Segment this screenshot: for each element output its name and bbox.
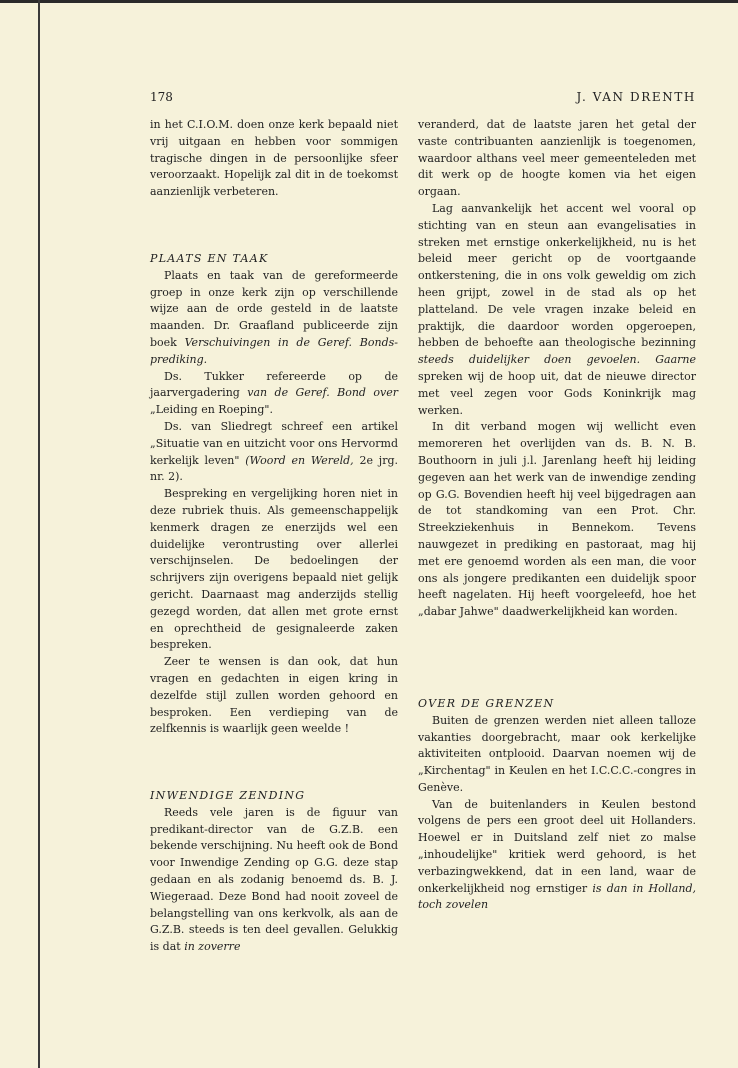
left-column bbox=[150, 117, 398, 956]
paragraph: Van de buitenlanders in Keulen bestond volgens de pers een groot deel uit Hollanders. Hoewel er in Duitsland zelf niet zo malse „inhoudelijke" kritiek werd gehoord, is het verbazingwekkend, dat in een land, waar de onkerkelijkheid nog ernstiger is dan in Holland, toch zovelen bbox=[418, 797, 696, 912]
page-header bbox=[150, 90, 696, 108]
paragraph: Zeer te wensen is dan ook, dat hun vragen en gedachten in eigen kring in dezelfde stijl zullen worden gehoord en besproken. Een verdieping van de zelfkennis is waarlijk geen weelde ! bbox=[150, 655, 398, 736]
paragraph: Ds. van Sliedregt schreef een artikel „Situatie van en uitzicht voor ons Hervormd kerkelijk leven" (Woord en Wereld, 2e jrg. nr. 2). bbox=[150, 419, 398, 484]
page-number: 178 bbox=[150, 90, 173, 104]
section-heading-inwendige-zending: INWENDIGE ZENDING bbox=[150, 789, 306, 803]
scan-edge-top bbox=[0, 0, 738, 3]
paragraph: Reeds vele jaren is de figuur van predikant-director van de G.Z.B. een bekende verschijning. Nu heeft ook de Bond voor Inwendige Zending op G.G. deze stap gedaan en als zodanig benoemd ds. B. J. Wiegeraad. Deze Bond had nooit zoveel de belangstelling van ons kerkvolk, als aan de G.Z.B. steeds is ten deel gevallen. Gelukkig is dat in zoverre bbox=[150, 805, 398, 954]
paragraph: veranderd, dat de laatste jaren het getal der vaste contribuanten aanzienlijk is toegenomen, waardoor althans veel meer gemeenteleden met dit werk op de hoogte komen via het eigen orgaan. bbox=[418, 118, 696, 199]
running-head: J. VAN DRENTH bbox=[576, 90, 696, 104]
right-column bbox=[418, 117, 696, 914]
section-heading-over-de-grenzen: OVER DE GRENZEN bbox=[418, 696, 555, 710]
paragraph: In dit verband mogen wij wellicht even memoreren het overlijden van ds. B. N. B. Bouthoorn in juli j.l. Jarenlang heeft hij leiding gegeven aan het werk van de inwendige zending op G.G. Bovendien heeft hij veel bijgedragen aan de tot standkoming van een Prot. Chr. Streekziekenhuis in Bennekom. Tevens nauwgezet in prediking en pastoraat, mag hij met ere genoemd worden als een man, die voor ons als jongere predikanten een duidelijk spoor heeft nagelaten. Hij heeft voorgeleefd, hoe het „dabar Jahwe" daadwerkelijkheid kan worden. bbox=[418, 420, 696, 619]
section-heading-plaats-en-taak: PLAATS EN TAAK bbox=[150, 251, 269, 265]
paragraph: Lag aanvankelijk het accent wel vooral op stichting van en steun aan evangelisaties in streken met ernstige onkerkelijkheid, nu is het beleid meer gericht op de voortgaande ontkerstening, die in ons volk geweldig om zich heen grijpt, zowel in de stad als op het platteland. De vele vragen inzake beleid en praktijk, die daardoor worden opgeroepen, hebben de behoefte aan theologische bezinning steeds duidelijker doen gevoelen. Gaarne spreken wij de hoop uit, dat de nieuwe director met veel zegen voor Gods Koninkrijk mag werken. bbox=[418, 201, 696, 417]
paragraph: Buiten de grenzen werden niet alleen talloze vakanties doorgebracht, maar ook kerkelijke aktiviteiten ontplooid. Daarvan noemen wij de „Kirchentag" in Keulen en het I.C.C.C.-congres in Genève. bbox=[418, 713, 696, 794]
paragraph: in het C.I.O.M. doen onze kerk bepaald niet vrij uitgaan en hebben voor sommigen tragische dingen in de persoonlijke sfeer veroorzaakt. Hopelijk zal dit in de toekomst aanzienlijk verbeteren. bbox=[150, 118, 398, 199]
paragraph: Plaats en taak van de gereformeerde groep in onze kerk zijn op verschillende wijze aan de orde gesteld in de laatste maanden. Dr. Graafland publiceerde zijn boek Verschuivingen in de Geref. Bonds-prediking. bbox=[150, 268, 398, 366]
scan-edge-left bbox=[38, 0, 40, 1068]
paragraph: Bespreking en vergelijking horen niet in deze rubriek thuis. Als gemeenschappelijk kenmerk dragen ze enerzijds wel een duidelijke verontrusting over allerlei verschijnselen. De bedoelingen der schrijvers zijn overigens bepaald niet gelijk gericht. Daarnaast mag anderzijds stellig gezegd worden, dat allen met grote ernst en oprechtheid de gesignaleerde zaken bespreken. bbox=[150, 487, 398, 652]
paragraph: Ds. Tukker refereerde op de jaarvergadering van de Geref. Bond over „Leiding en Roeping". bbox=[150, 369, 398, 417]
